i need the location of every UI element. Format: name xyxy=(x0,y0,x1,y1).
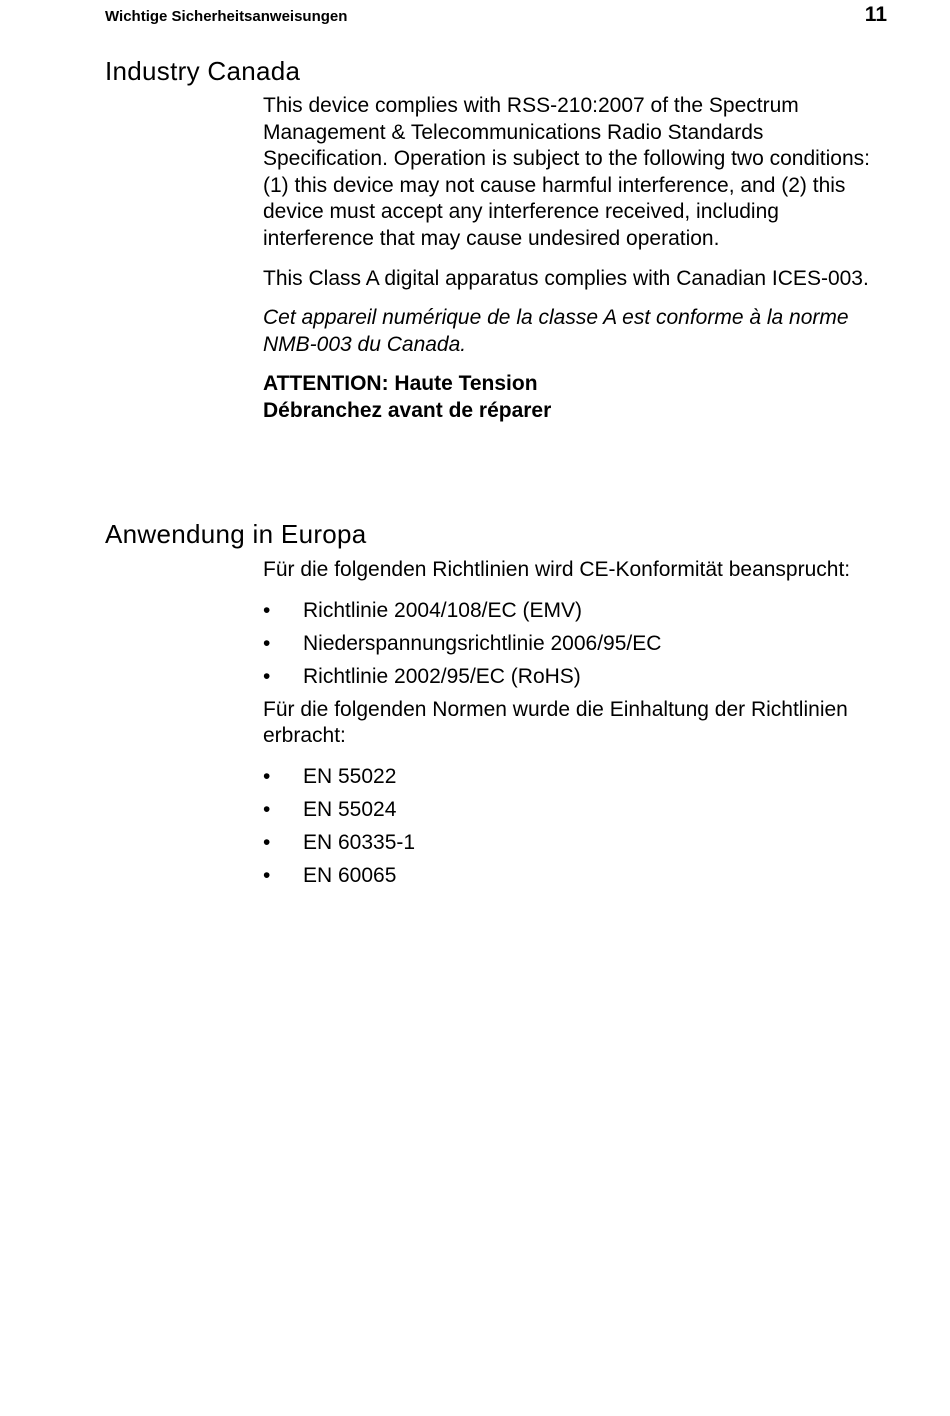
standards-intro: Für die folgenden Normen wurde die Einhaltung der Richtlinien erbracht: xyxy=(263,697,848,748)
list-item xyxy=(263,830,893,863)
bullet-icon: • xyxy=(263,664,271,688)
list-item xyxy=(263,797,893,830)
bullet-icon: • xyxy=(263,797,271,821)
running-header xyxy=(105,3,887,27)
list-item xyxy=(263,863,893,896)
directives-list xyxy=(263,598,893,697)
bullet-icon: • xyxy=(263,764,271,788)
attention-warning-line-2: Débranchez avant de réparer xyxy=(263,398,552,422)
standard-label: EN 55022 xyxy=(303,764,397,788)
section-heading-industry-canada: Industry Canada xyxy=(105,56,301,86)
standards-list xyxy=(263,764,893,896)
standard-label: EN 55024 xyxy=(303,797,397,821)
ce-directives-intro: Für die folgenden Richtlinien wird CE-Konformität beansprucht: xyxy=(263,558,851,581)
standard-label: EN 60335-1 xyxy=(303,830,416,854)
list-item xyxy=(263,764,893,797)
directive-label: Niederspannungsrichtlinie 2006/95/EC xyxy=(303,631,662,655)
compliance-paragraph-rss: This device complies with RSS-210:2007 of the Spectrum Management & Telecommunications Radio Standards Specification. Operation is subject to the following two conditions: (1) this device may not cause harmful interference, and (2) this device must accept any interference received, including interference that may cause undesired operation. xyxy=(263,94,871,250)
list-item xyxy=(263,631,893,664)
standard-label: EN 60065 xyxy=(303,863,397,887)
section-heading-europe: Anwendung in Europa xyxy=(105,519,367,549)
europe-body xyxy=(263,557,893,896)
bullet-icon: • xyxy=(263,631,271,655)
list-item xyxy=(263,664,893,697)
bullet-icon: • xyxy=(263,863,271,887)
attention-warning-line-1: ATTENTION: Haute Tension xyxy=(263,372,538,396)
directive-label: Richtlinie 2002/95/EC (RoHS) xyxy=(303,664,581,688)
bullet-icon: • xyxy=(263,830,271,854)
industry-canada-body xyxy=(263,93,893,425)
page-number: 11 xyxy=(864,3,887,26)
compliance-paragraph-french: Cet appareil numérique de la classe A est conforme à la norme NMB-003 du Canada. xyxy=(263,306,849,356)
running-header-title: Wichtige Sicherheitsanweisungen xyxy=(105,8,348,25)
directive-label: Richtlinie 2004/108/EC (EMV) xyxy=(303,598,582,622)
bullet-icon: • xyxy=(263,598,271,622)
compliance-paragraph-ices: This Class A digital apparatus complies with Canadian ICES-003. xyxy=(263,266,869,290)
list-item xyxy=(263,598,893,631)
